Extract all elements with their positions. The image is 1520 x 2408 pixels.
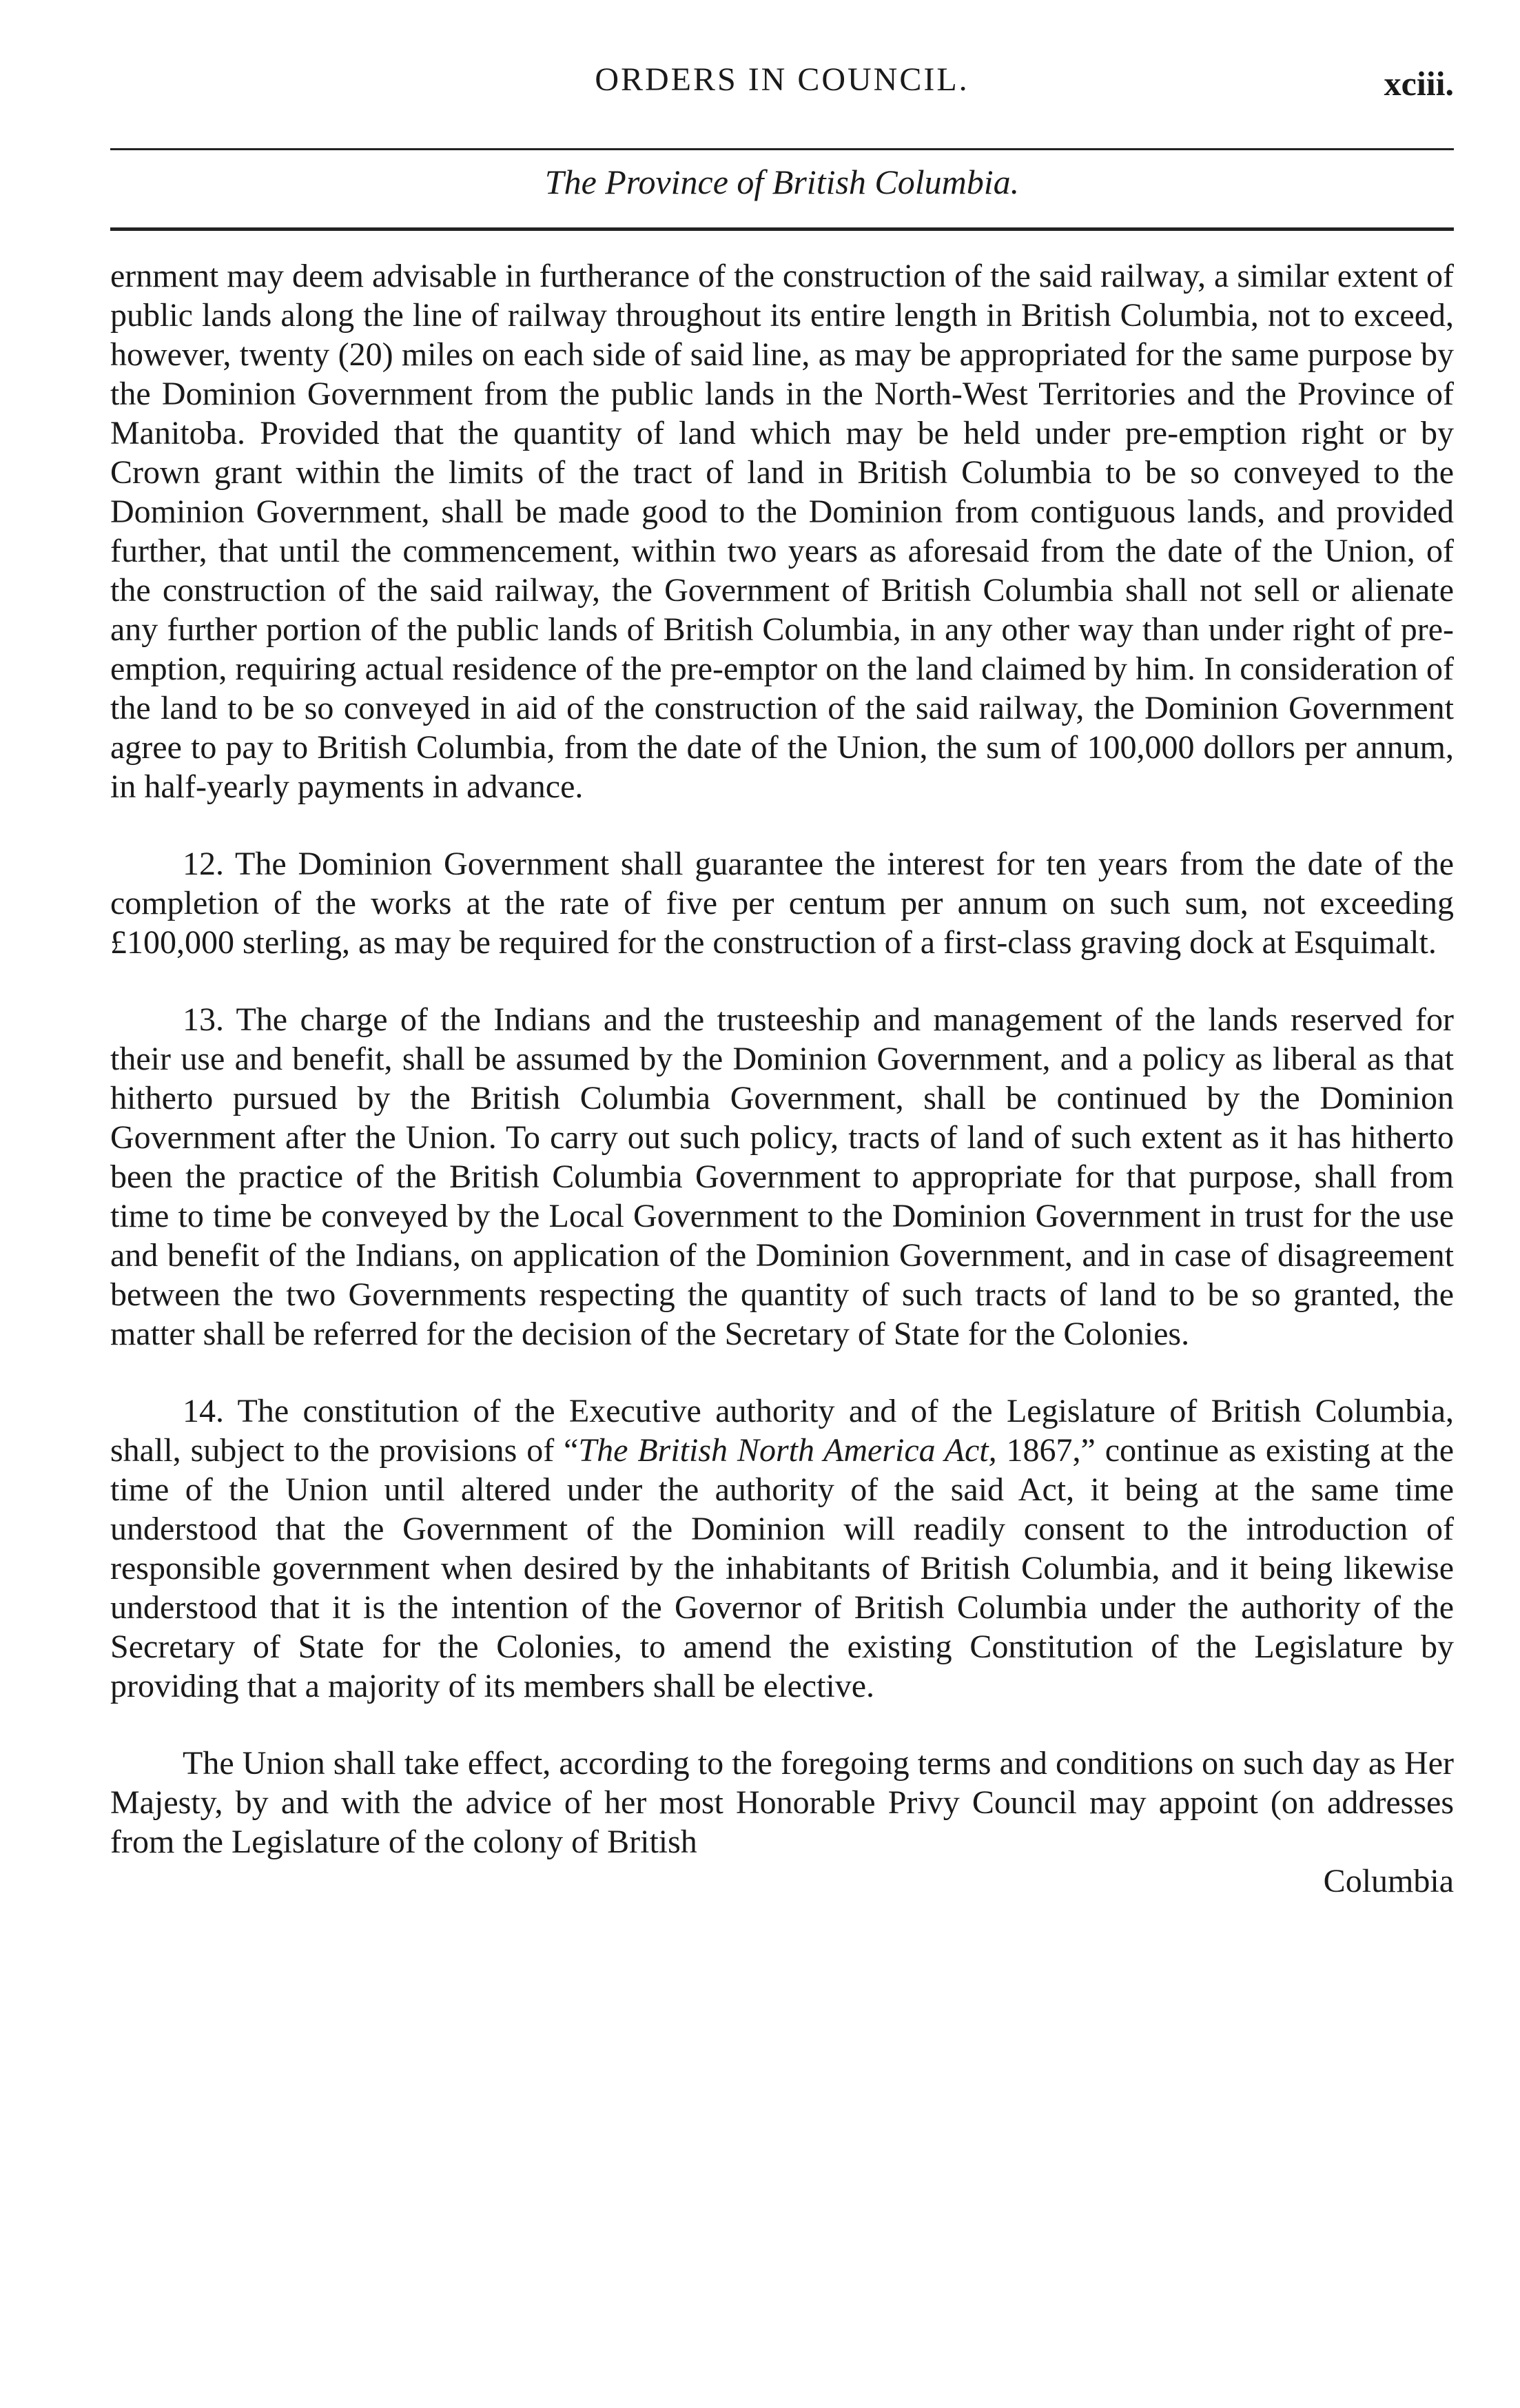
paragraph-13: 13. The charge of the Indians and the trusteeship and management of the lands reserved for their use and benefit, shall be assumed by the Dominion Government, and a policy as liberal as that hitherto pursued by the British Columbia Government, shall be continued by the Dominion Government after the Union. To carry out such policy, tracts of land of such extent as it has hitherto been the practice of the British Columbia Government to appropriate for that purpose, shall from time to time be conveyed by the Local Government to the Dominion Government in trust for the use and benefit of the Indians, on application of the Dominion Government, and in case of disagreement between the two Governments respecting the quantity of such tracts of land to be so granted, the matter shall be referred for the decision of the Secretary of State for the Colonies. — [110, 1001, 1454, 1352]
header-rule-top — [110, 148, 1454, 150]
catchword: Columbia — [1323, 1863, 1454, 1899]
section-title: The Province of British Columbia. — [544, 163, 1020, 201]
paragraph-continuation: ernment may deem advisable in furtherance of the construction of the said railway, a similar extent of public lands along the line of railway throughout its entire length in British Columbia, not to exceed, however, twenty (20) miles on each side of said line, as may be appropriated for the same purpose by the Dominion Government from the public lands in the North-West Territories and the Province of Manitoba. Provided that the quantity of land which may be held under pre-emption right or by Crown grant within the limits of the tract of land in British Columbia to be so conveyed to the Dominion Government, shall be made good to the Dominion from contiguous lands, and provided further, that until the commencement, within two years as aforesaid from the date of the Union, of the construction of the said railway, the Government of British Columbia shall not sell or alienate any further portion of the public lands of British Columbia, in any other way than under right of pre-emption, requiring actual residence of the pre-emptor on the land claimed by him. In consideration of the land to be so conveyed in aid of the construction of the said railway, the Dominion Government agree to pay to British Columbia, from the date of the Union, the sum of 100,000 dollors per annum, in half-yearly payments in advance. — [110, 258, 1454, 805]
running-title: ORDERS IN COUNCIL. — [595, 61, 969, 98]
paragraph-14-text-end: 1867,” continue as existing at the time of the Union until altered under the authority of the said Act, it being at the same time understood that the Government of the Dominion will readily consent to the introduction of responsible government when desired by the inhabitants of British Columbia, and it being likewise understood that it is the intention of the Governor of British Columbia under the authority of the Secretary of State for the Colonies, to amend the existing Constitution of the Legislature by providing that a majority of its members shall be elective. — [110, 1432, 1454, 1704]
act-title: The British North America Act, — [578, 1432, 997, 1469]
page-number: xciii. — [1384, 64, 1454, 103]
header-rule-bottom — [110, 227, 1454, 231]
paragraph-final: The Union shall take effect, according to the foregoing terms and conditions on such day as Her Majesty, by and with the advice of her most Honorable Privy Council may appoint (on addresses from the Legislature of the colony of British — [110, 1745, 1454, 1860]
running-header — [110, 54, 1454, 109]
paragraph-14 — [110, 1391, 1454, 1706]
paragraph-12: 12. The Dominion Government shall guarantee the interest for ten years from the date of the completion of the works at the rate of five per centum per annum on such sum, not exceeding £100,000 sterling, as may be required for the construction of a first-class graving dock at Esquimalt. — [110, 846, 1454, 961]
body-text — [110, 256, 1454, 1901]
paragraph-14-text-start: 14. The constitution of the Executive authority and of the Legislature of British Columbia, shall, subject to the provisions of “ — [110, 1393, 1454, 1469]
